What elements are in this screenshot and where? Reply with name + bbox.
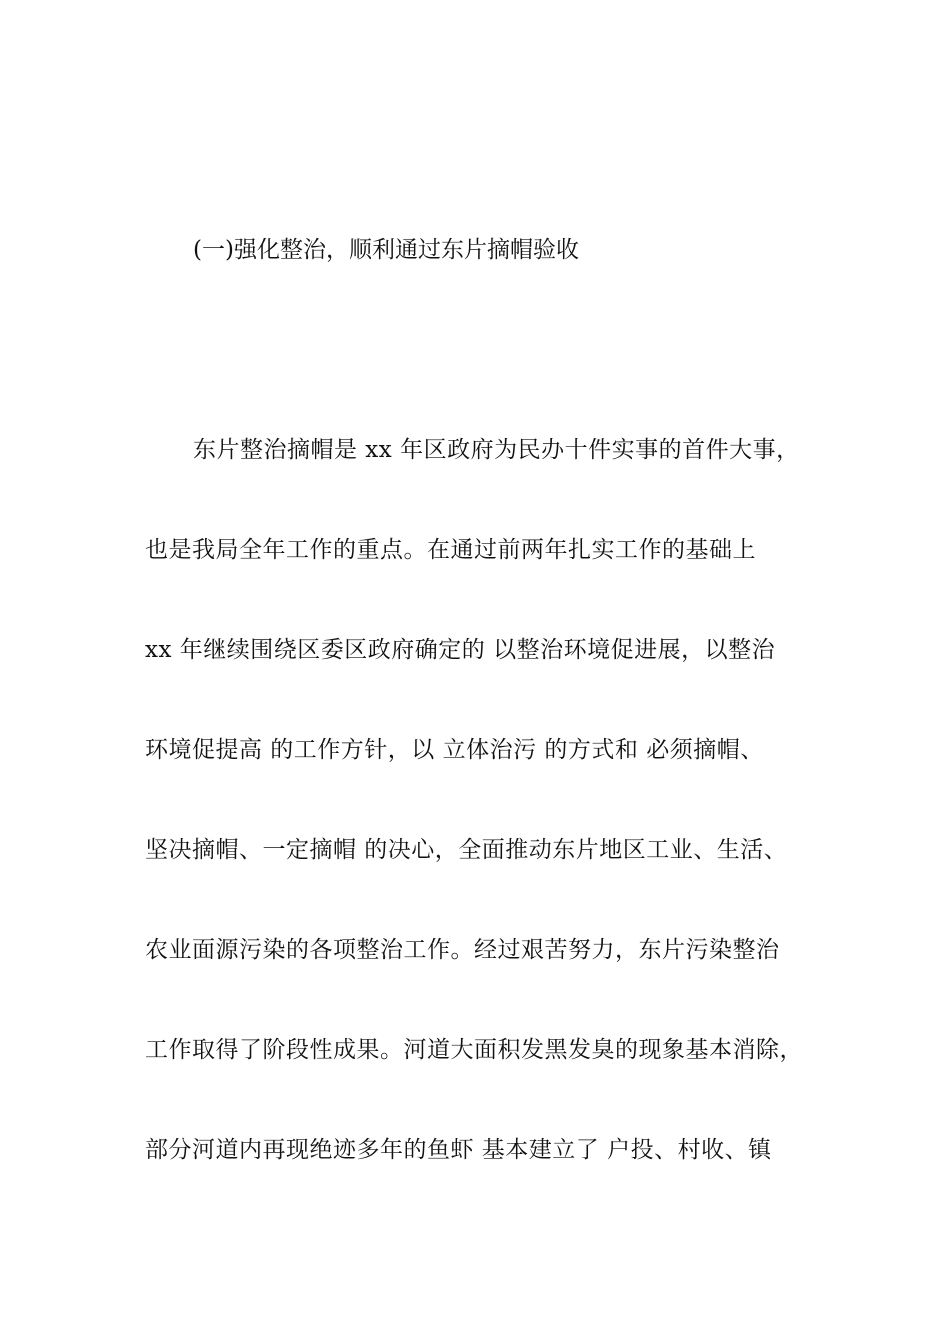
paragraph-line: xx 年继续围绕区委区政府确定的 以整治环境促进展，以整治 xyxy=(145,637,776,663)
paragraph-line: 坚决摘帽、一定摘帽 的决心，全面推动东片地区工业、生活、 xyxy=(145,837,788,863)
paragraph-line: 工作取得了阶段性成果。河道大面积发黑发臭的现象基本消除， xyxy=(145,1037,803,1063)
paragraph-line: 部分河道内再现绝迹多年的鱼虾 基本建立了 户投、村收、镇 xyxy=(145,1137,772,1163)
section-heading: (一)强化整治，顺利通过东片摘帽验收 xyxy=(193,237,579,263)
paragraph-line: 环境促提高 的工作方针，以 立体治污 的方式和 必须摘帽、 xyxy=(145,737,764,763)
paragraph-line: 东片整治摘帽是 xx 年区政府为民办十件实事的首件大事， xyxy=(193,437,800,463)
paragraph-line: 农业面源污染的各项整治工作。经过艰苦努力，东片污染整治 xyxy=(145,937,780,963)
paragraph-line: 也是我局全年工作的重点。在通过前两年扎实工作的基础上 xyxy=(145,537,756,563)
